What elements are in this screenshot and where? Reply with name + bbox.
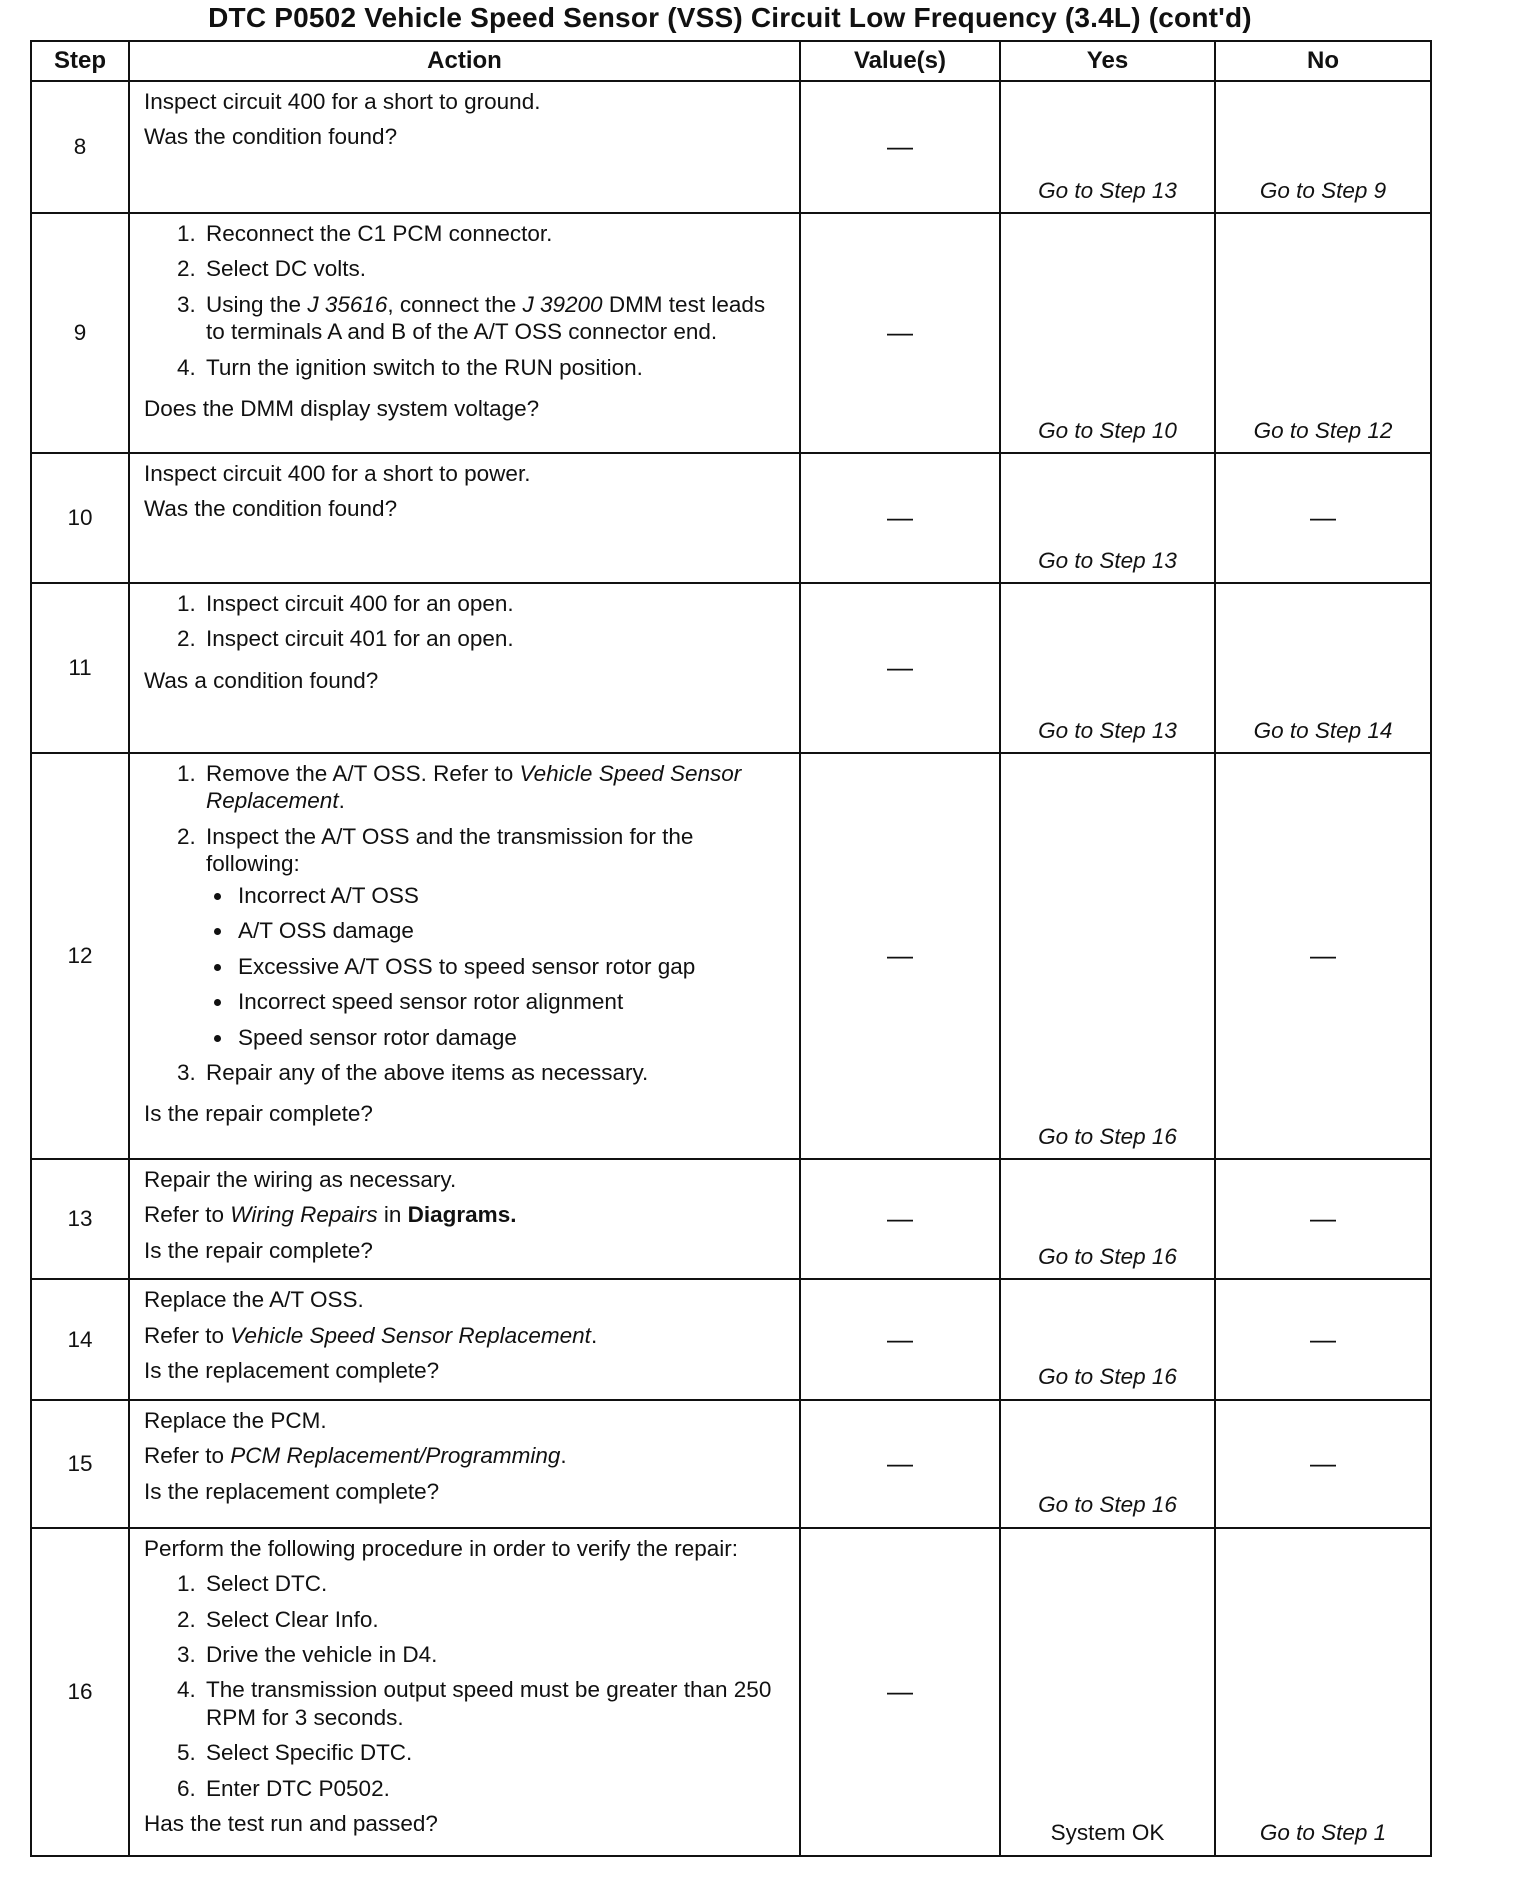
action-cell bbox=[129, 81, 800, 213]
list-item: 6. Enter DTC P0502. bbox=[202, 1775, 789, 1802]
table-row bbox=[31, 81, 1431, 213]
header-no: No bbox=[1215, 41, 1431, 81]
list-item: 3. Using the J 35616, connect the J 39200 DMM test leads to terminals A and B of the A/T OSS connector end. bbox=[202, 291, 789, 346]
action-text: Replace the PCM. bbox=[144, 1407, 327, 1433]
list-item: 1. Remove the A/T OSS. Refer to Vehicle Speed Sensor Replacement. bbox=[202, 760, 789, 815]
yes-cell: Go to Step 16 bbox=[1000, 1279, 1215, 1399]
no-cell: — bbox=[1215, 753, 1431, 1159]
action-cell bbox=[129, 1528, 800, 1856]
action-question: Was the condition found? bbox=[144, 496, 398, 522]
action-question: Has the test run and passed? bbox=[144, 1811, 438, 1837]
yes-cell: Go to Step 16 bbox=[1000, 753, 1215, 1159]
table-row bbox=[31, 583, 1431, 753]
bullet-item: • Incorrect A/T OSS bbox=[234, 882, 789, 909]
no-cell: Go to Step 9 bbox=[1215, 81, 1431, 213]
action-question: Was the condition found? bbox=[144, 124, 398, 150]
bullet-item: • Speed sensor rotor damage bbox=[234, 1024, 789, 1051]
step-number: 8 bbox=[31, 81, 129, 213]
table-row bbox=[31, 453, 1431, 583]
no-cell: — bbox=[1215, 1400, 1431, 1528]
action-text: Replace the A/T OSS. bbox=[144, 1287, 364, 1313]
action-cell bbox=[129, 1279, 800, 1399]
step-number: 16 bbox=[31, 1528, 129, 1856]
action-text: Perform the following procedure in order to verify the repair: bbox=[144, 1535, 739, 1561]
list-item: 3. Drive the vehicle in D4. bbox=[202, 1641, 789, 1668]
list-item: 2. Select DC volts. bbox=[202, 255, 789, 282]
action-reference: Refer to PCM Replacement/Programming. bbox=[144, 1443, 567, 1469]
list-item: 3. Repair any of the above items as necessary. bbox=[202, 1059, 789, 1086]
list-item: 1. Inspect circuit 400 for an open. bbox=[202, 590, 789, 617]
value-cell: — bbox=[800, 1400, 1000, 1528]
bullet-item: • A/T OSS damage bbox=[234, 917, 789, 944]
value-cell: — bbox=[800, 1528, 1000, 1856]
list-item: 1. Reconnect the C1 PCM connector. bbox=[202, 220, 789, 247]
action-question: Is the replacement complete? bbox=[144, 1478, 440, 1504]
list-item: 2. Inspect the A/T OSS and the transmission for the following: • Incorrect A/T OSS • A/T OSS damage • Excessive A/T OSS to speed sensor rotor gap • Incorrect speed sensor rotor alignment • Speed sensor rotor damage bbox=[202, 823, 789, 1051]
no-cell: — bbox=[1215, 1159, 1431, 1279]
value-cell: — bbox=[800, 453, 1000, 583]
step-number: 12 bbox=[31, 753, 129, 1159]
action-reference: Refer to Wiring Repairs in Diagrams. bbox=[144, 1202, 517, 1228]
yes-cell: Go to Step 13 bbox=[1000, 453, 1215, 583]
step-number: 10 bbox=[31, 453, 129, 583]
action-text: Repair the wiring as necessary. bbox=[144, 1167, 457, 1192]
value-cell: — bbox=[800, 81, 1000, 213]
no-cell: — bbox=[1215, 453, 1431, 583]
step-number: 15 bbox=[31, 1400, 129, 1528]
value-cell: — bbox=[800, 753, 1000, 1159]
list-item: 1. Select DTC. bbox=[202, 1570, 789, 1597]
action-question: Is the repair complete? bbox=[144, 1237, 373, 1263]
action-question: Was a condition found? bbox=[144, 667, 379, 693]
yes-cell: Go to Step 10 bbox=[1000, 213, 1215, 453]
action-cell bbox=[129, 213, 800, 453]
header-yes: Yes bbox=[1000, 41, 1215, 81]
list-item: 4. The transmission output speed must be greater than 250 RPM for 3 seconds. bbox=[202, 1676, 789, 1731]
header-step: Step bbox=[31, 41, 129, 81]
table-row bbox=[31, 213, 1431, 453]
action-question: Is the replacement complete? bbox=[144, 1358, 440, 1384]
value-cell: — bbox=[800, 213, 1000, 453]
no-cell: Go to Step 1 bbox=[1215, 1528, 1431, 1856]
no-cell: Go to Step 12 bbox=[1215, 213, 1431, 453]
action-question: Does the DMM display system voltage? bbox=[144, 396, 540, 422]
diagnostic-table bbox=[30, 40, 1432, 1857]
list-item: 4. Turn the ignition switch to the RUN position. bbox=[202, 354, 789, 381]
yes-cell: Go to Step 13 bbox=[1000, 81, 1215, 213]
table-row bbox=[31, 1159, 1431, 1279]
action-question: Is the repair complete? bbox=[144, 1101, 373, 1127]
step-number: 14 bbox=[31, 1279, 129, 1399]
yes-cell: Go to Step 16 bbox=[1000, 1400, 1215, 1528]
step-number: 13 bbox=[31, 1159, 129, 1279]
action-text: Inspect circuit 400 for a short to power. bbox=[144, 461, 531, 486]
header-action: Action bbox=[129, 41, 800, 81]
no-cell: — bbox=[1215, 1279, 1431, 1399]
no-cell: Go to Step 14 bbox=[1215, 583, 1431, 753]
table-row bbox=[31, 1528, 1431, 1856]
header-values: Value(s) bbox=[800, 41, 1000, 81]
value-cell: — bbox=[800, 1159, 1000, 1279]
bullet-item: • Incorrect speed sensor rotor alignment bbox=[234, 988, 789, 1015]
action-cell bbox=[129, 1159, 800, 1279]
table-row bbox=[31, 1279, 1431, 1399]
yes-cell: Go to Step 13 bbox=[1000, 583, 1215, 753]
yes-cell: System OK bbox=[1000, 1528, 1215, 1856]
value-cell: — bbox=[800, 1279, 1000, 1399]
step-number: 9 bbox=[31, 213, 129, 453]
action-reference: Refer to Vehicle Speed Sensor Replacement. bbox=[144, 1322, 598, 1348]
header-row bbox=[31, 41, 1431, 81]
table-row bbox=[31, 1400, 1431, 1528]
list-item: 2. Inspect circuit 401 for an open. bbox=[202, 625, 789, 652]
action-text: Inspect circuit 400 for a short to ground. bbox=[144, 89, 541, 114]
action-cell bbox=[129, 583, 800, 753]
page-title: DTC P0502 Vehicle Speed Sensor (VSS) Circuit Low Frequency (3.4L) (cont'd) bbox=[208, 2, 1252, 33]
table-row bbox=[31, 753, 1431, 1159]
action-cell bbox=[129, 753, 800, 1159]
bullet-item: • Excessive A/T OSS to speed sensor rotor gap bbox=[234, 953, 789, 980]
value-cell: — bbox=[800, 583, 1000, 753]
list-item: 2. Select Clear Info. bbox=[202, 1606, 789, 1633]
action-cell bbox=[129, 453, 800, 583]
list-item: 5. Select Specific DTC. bbox=[202, 1739, 789, 1766]
step-number: 11 bbox=[31, 583, 129, 753]
yes-cell: Go to Step 16 bbox=[1000, 1159, 1215, 1279]
action-cell bbox=[129, 1400, 800, 1528]
